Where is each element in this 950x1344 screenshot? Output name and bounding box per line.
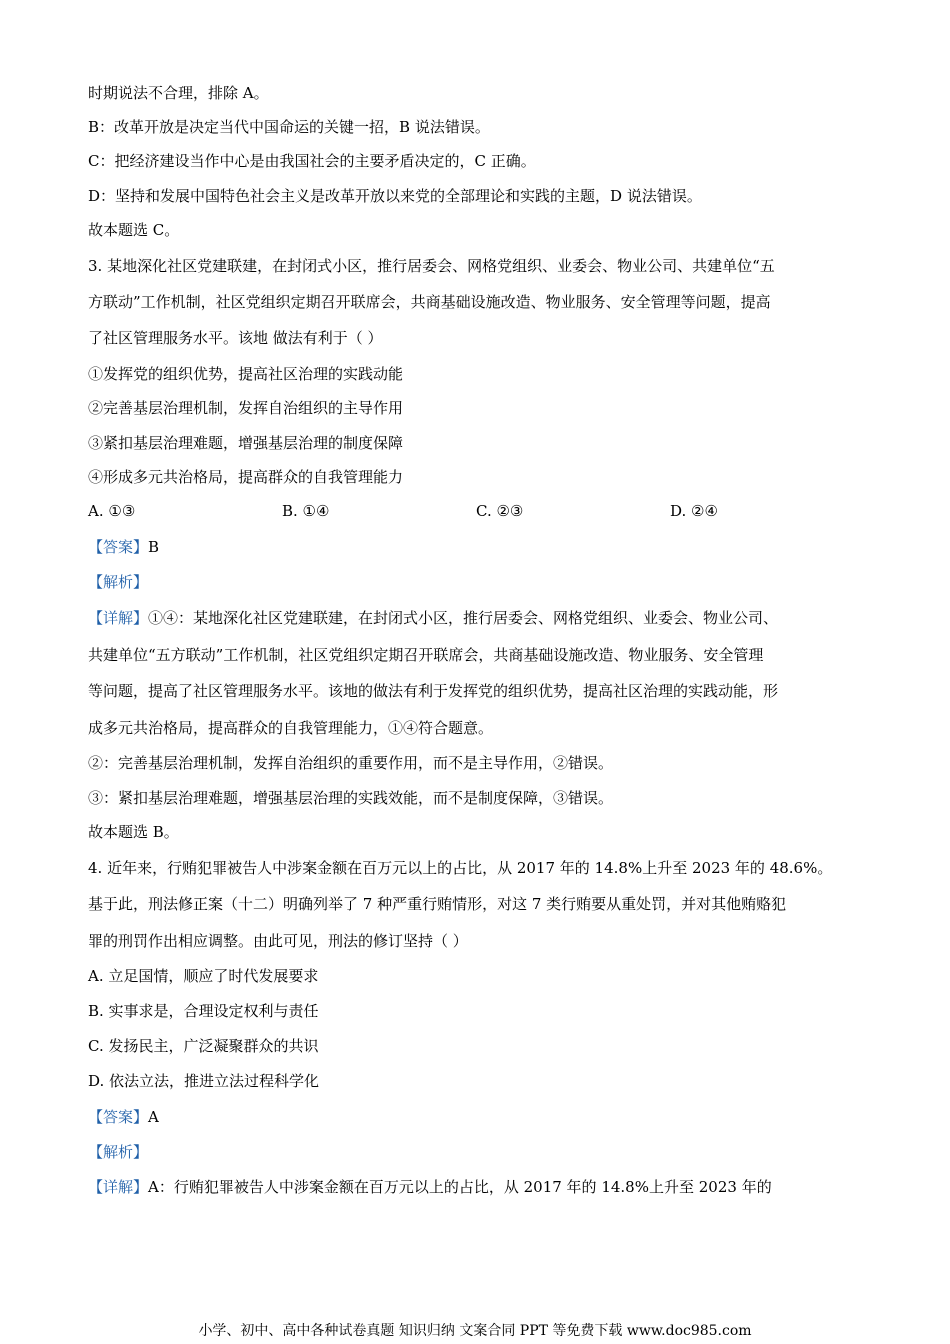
detail-line: 【详解】A：行贿犯罪被告人中涉案金额在百万元以上的占比，从 2017 年的 14.8%上升至 2023 年的 bbox=[88, 1178, 772, 1196]
answer-line bbox=[88, 1107, 159, 1127]
page-footer: 小学、初中、高中各种试卷真题 知识归纳 文案合同 PPT 等免费下载 www.doc985.com bbox=[198, 1323, 752, 1339]
statement-2: ②完善基层治理机制，发挥自治组织的主导作用 bbox=[88, 399, 404, 417]
analysis-tag: 【解析】 bbox=[88, 573, 149, 591]
text-line: C：把经济建设当作中心是由我国社会的主要矛盾决定的，C 正确。 bbox=[88, 152, 536, 170]
option-d: D. ②④ bbox=[670, 502, 718, 520]
question-4-stem: 基于此，刑法修正案（十二）明确列举了 7 种严重行贿情形，对这 7 类行贿要从重处罚，并对其他贿赂犯 bbox=[88, 895, 787, 913]
question-4-stem: 罪的刑罚作出相应调整。由此可见，刑法的修订坚持（ ） bbox=[88, 932, 468, 950]
option-c: C. 发扬民主，广泛凝聚群众的共识 bbox=[88, 1037, 319, 1055]
question-4-stem: 4. 近年来，行贿犯罪被告人中涉案金额在百万元以上的占比，从 2017 年的 14.8%上升至 2023 年的 48.6%。 bbox=[88, 859, 833, 877]
statement-3: ③紧扣基层治理难题，增强基层治理的制度保障 bbox=[88, 434, 404, 452]
detail-line: 等问题，提高了社区管理服务水平。该地的做法有利于发挥党的组织优势，提高社区治理的实践动能，形 bbox=[88, 682, 779, 700]
detail-line: ③：紧扣基层治理难题，增强基层治理的实践效能，而不是制度保障，③错误。 bbox=[88, 789, 614, 807]
option-a: A. 立足国情，顺应了时代发展要求 bbox=[88, 967, 319, 985]
text-line: D：坚持和发展中国特色社会主义是改革开放以来党的全部理论和实践的主题，D 说法错误。 bbox=[88, 187, 702, 205]
answer-value: A bbox=[148, 1108, 159, 1126]
detail-line: 故本题选 B。 bbox=[88, 823, 179, 841]
detail-line: 【详解】①④：某地深化社区党建联建，在封闭式小区，推行居委会、网格党组织、业委会、物业公司、 bbox=[88, 609, 779, 627]
text-line: B：改革开放是决定当代中国命运的关键一招，B 说法错误。 bbox=[88, 118, 490, 136]
statement-1: ①发挥党的组织优势，提高社区治理的实践动能 bbox=[88, 365, 404, 383]
answer-line bbox=[88, 537, 159, 557]
question-3-stem: 3. 某地深化社区党建联建，在封闭式小区，推行居委会、网格党组织、业委会、物业公司、共建单位“五 bbox=[88, 257, 775, 275]
question-3-stem: 了社区管理服务水平。该地 做法有利于（ ） bbox=[88, 329, 383, 347]
question-3-stem: 方联动”工作机制，社区党组织定期召开联席会，共商基础设施改造、物业服务、安全管理等问题，提高 bbox=[88, 293, 771, 311]
option-d: D. 依法立法，推进立法过程科学化 bbox=[88, 1072, 320, 1090]
text-line: 时期说法不合理，排除 A。 bbox=[88, 84, 269, 102]
option-b: B. ①④ bbox=[282, 502, 330, 520]
analysis-tag: 【解析】 bbox=[88, 1143, 149, 1161]
option-b: B. 实事求是，合理设定权利与责任 bbox=[88, 1002, 319, 1020]
detail-line: 共建单位“五方联动”工作机制，社区党组织定期召开联席会，共商基础设施改造、物业服务、安全管理 bbox=[88, 646, 764, 664]
text-line: 故本题选 C。 bbox=[88, 221, 180, 239]
option-a: A. ①③ bbox=[88, 502, 136, 520]
answer-tag: 【答案】 bbox=[88, 538, 149, 556]
analysis-line bbox=[88, 572, 148, 592]
detail-line: 成多元共治格局，提高群众的自我管理能力，①④符合题意。 bbox=[88, 719, 494, 737]
statement-4: ④形成多元共治格局，提高群众的自我管理能力 bbox=[88, 468, 404, 486]
detail-tag: 【详解】 bbox=[88, 1178, 149, 1196]
analysis-line bbox=[88, 1142, 148, 1162]
answer-tag: 【答案】 bbox=[88, 1108, 149, 1126]
detail-tag: 【详解】 bbox=[88, 609, 149, 627]
option-c: C. ②③ bbox=[476, 502, 524, 520]
detail-line: ②：完善基层治理机制，发挥自治组织的重要作用，而不是主导作用，②错误。 bbox=[88, 754, 614, 772]
answer-value: B bbox=[148, 538, 160, 556]
